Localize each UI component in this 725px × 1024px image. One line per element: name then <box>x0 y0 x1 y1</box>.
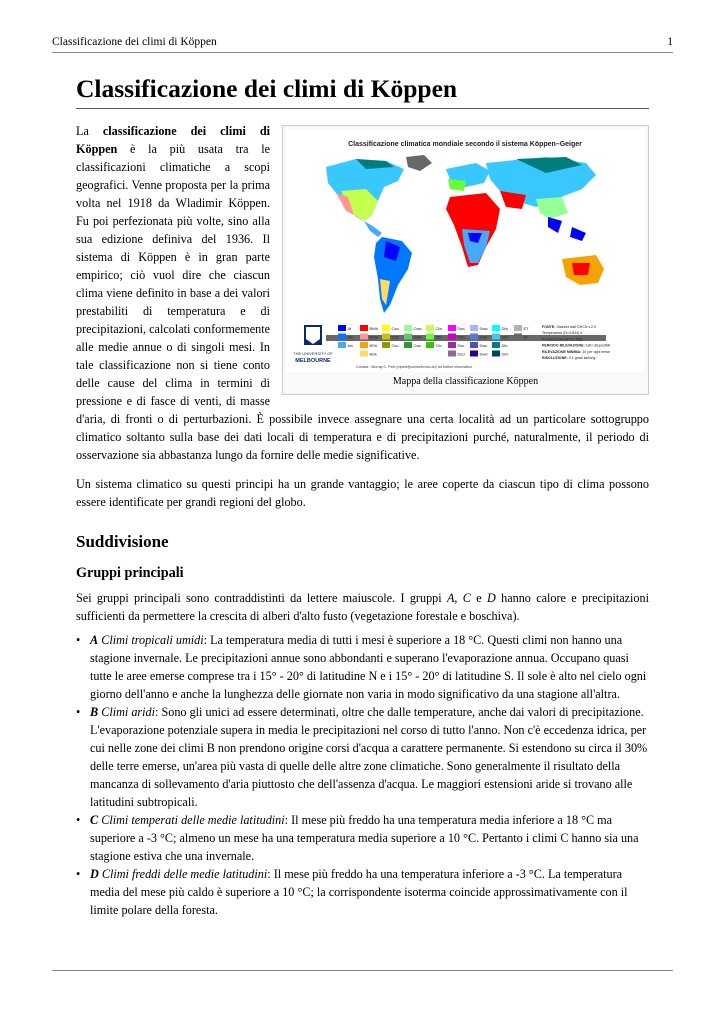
legend-swatch-dsb <box>448 334 456 340</box>
legend-label-cwa: Cwa <box>413 326 422 331</box>
groups-intro-sep2: e <box>470 591 487 605</box>
legend-swatch-dsc <box>448 342 456 348</box>
legend-label-dfc: Dfc <box>501 343 508 348</box>
group-letter: A <box>90 633 99 647</box>
map-title: Classificazione climatica mondiale secondo il sistema Köppen–Geiger <box>348 141 582 148</box>
logo-text-line2: MELBOURNE <box>295 358 331 364</box>
groups-list <box>76 631 649 919</box>
subsection-heading: Gruppi principali <box>76 565 184 581</box>
legend-label-am: Am <box>347 334 354 340</box>
world-map <box>326 155 606 341</box>
group-description: : La temperatura media di tutti i mesi è superiore a 18 °C. Questi climi non hanno una stagione invernale. Le precipitazioni annue sono abbondanti e superano l'evaporazione annua. Occupano quasi tutte le aree emerse comprese tra i 15° - 20° di latitudine N e i 15° - 20° di latitudine S. Il sole è alto nel cielo ogni giorno dell'anno e anche la lunghezza delle giornate non varia in modo significativo da una stagione all'altra. <box>90 633 647 701</box>
running-header <box>52 36 673 52</box>
koppen-map-graphic <box>286 129 645 372</box>
intro-text: è la più usata tra le classificazioni climatiche a scopi geografici. Venne proposta per la prima volta nel 1918 da Wladimir Köppen. Fu poi perfezionata più volte, sino alla sua edizione definiva del 1936. Il sistema di Köppen è in gran parte empirico; ciò vuol dire che ciascun clima viene definito in base a dei valori prestabiliti di temperatura e di precipitazioni, calcolati conformemente alle medie annue o di singoli mesi. In tale classificazione non si tiene conto delle cause del clima in termini di pressione e di fasce di venti, di masse d'aria, di fronti o di perturbazioni. È possibile invece assegnare una certa località ad un particolare sottogruppo climatico soltanto sulla base dei dati locali di temperatura e di precipitazioni purché, naturalmente, il periodo di osservazione sia abbastanza lungo da fornire delle medie significative. <box>76 142 649 462</box>
legend-swatch-dsd <box>448 351 456 357</box>
section-heading: Suddivisione <box>76 532 169 551</box>
legend-swatch-cfc <box>426 342 434 348</box>
legend-swatch-csb <box>382 334 390 340</box>
legend-label-cwc: Cwc <box>413 343 422 348</box>
legend-label-cwb: Cwb <box>413 334 422 340</box>
legend-label-dwa: Dwa <box>479 326 488 331</box>
group-letter: D <box>90 867 99 881</box>
list-item <box>76 631 649 703</box>
bullet-icon: • <box>76 633 81 647</box>
legend-label-bsk: BSk <box>369 351 377 357</box>
legend-label-dsc: Dsc <box>457 343 465 348</box>
legend-swatch-cfb <box>426 334 434 340</box>
legend-swatch-dfa <box>492 325 500 331</box>
legend-label-dsa: Dsa <box>457 326 465 331</box>
legend-label-bwk: BWk <box>369 334 378 340</box>
footer-rule <box>52 970 673 971</box>
groups-intro-pre: Sei gruppi principali sono contraddistinti da lettere maiuscole. I gruppi <box>76 591 447 605</box>
groups-intro-sep1: , <box>454 591 463 605</box>
legend-label-csc: Csc <box>391 343 399 348</box>
legend-swatch-dwd <box>470 351 478 357</box>
legend-label-dsd: Dsd <box>457 351 465 357</box>
group-letter-d: D <box>486 591 496 605</box>
map-note: FONTE: Stazioni dati GHCN v.2.0 <box>542 325 597 329</box>
legend-label-ef: EF <box>523 334 529 340</box>
group-description: : Il mese più freddo ha una temperatura inferiore a -3 °C. La temperatura media del mese più caldo è superiore a 10 °C; la corrispondente isoterma coincide approssimativamente con il limite polare della foresta. <box>90 867 628 917</box>
legend-label-et: ET <box>523 326 529 331</box>
title-rule <box>76 108 649 109</box>
page-title: Classificazione dei climi di Köppen <box>76 74 458 103</box>
legend-label-csb: Csb <box>391 334 399 340</box>
university-logo <box>293 325 333 364</box>
legend-label-aw: Aw <box>347 343 353 348</box>
legend-label-bwh: BWh <box>369 326 379 331</box>
legend-label-dwc: Dwc <box>479 343 488 348</box>
legend-label-dfd: Dfd <box>501 351 508 357</box>
legend-label-dwb: Dwb <box>479 334 488 340</box>
group-letter: B <box>90 705 99 719</box>
page-number: 1 <box>667 36 673 48</box>
map-note: Precipitazioni (N=12,396) <box>542 337 583 342</box>
legend-swatch-bwh <box>360 325 368 331</box>
map-note: RILEVAZIONE MINIMA: 30 per ogni mese <box>542 349 611 354</box>
legend-label-dfa: Dfa <box>501 326 508 331</box>
map-note: PERIODO RILEVAZIONE: tutti i disponibili <box>542 343 611 348</box>
legend-swatch-dfc <box>492 342 500 348</box>
legend-swatch-csa <box>382 325 390 331</box>
legend-swatch-cfa <box>426 325 434 331</box>
legend-swatch-dwa <box>470 325 478 331</box>
legend-label-cfb: Cfb <box>435 334 442 340</box>
paragraph-2: Un sistema climatico su questi principi ha un grande vantaggio; le aree coperte da ciascun tipo di clima possono essere identificate per grandi regioni del globo. <box>76 477 649 509</box>
legend-label-dwd: Dwd <box>479 351 488 357</box>
bullet-icon: • <box>76 813 81 827</box>
legend-swatch-bsk <box>360 351 368 357</box>
legend-label-cfa: Cfa <box>435 326 442 331</box>
list-item <box>76 703 649 811</box>
legend-label-cfc: Cfc <box>435 343 442 348</box>
legend-label-dfb: Dfb <box>501 334 508 340</box>
legend-swatch-dfb <box>492 334 500 340</box>
legend-swatch-cwb <box>404 334 412 340</box>
map-figure <box>282 125 649 395</box>
legend-swatch-bsh <box>360 342 368 348</box>
group-description: : Sono gli unici ad essere determinati, oltre che dalle temperature, anche dai valori di precipitazione. L'evaporazione potenziale supera in media le precipitazioni nel corso di tutto l'anno. Non c'è eccedenza idrica, per cui nelle zone dei climi B non prendono origine corsi d'acqua a carattere permanente. Si estendono su circa il 30% delle terre emerse, un'area più vasta di quelle delle altre zone climatiche. Sono generalmente il risultato della mancanza di sollevamento d'aria piuttosto che dell'assenza d'acqua. Le maggiori estensioni aride si trovano alle latitudini subtropicali. <box>90 705 648 809</box>
header-rule <box>52 52 673 53</box>
legend-swatch-cwa <box>404 325 412 331</box>
bullet-icon: • <box>76 705 81 719</box>
legend-swatch-bwk <box>360 334 368 340</box>
running-title: Classificazione dei climi di Köppen <box>52 36 217 48</box>
legend-label-af: Af <box>347 326 352 331</box>
figure-caption: Mappa della classificazione Köppen <box>392 376 539 387</box>
group-name: Climi freddi delle medie latitudini <box>101 867 268 881</box>
intro-lead: La <box>76 124 103 138</box>
group-name: Climi temperati delle medie latitudini <box>101 813 285 827</box>
article-body <box>76 122 649 919</box>
list-item <box>76 865 649 919</box>
legend-swatch-dwb <box>470 334 478 340</box>
list-item <box>76 811 649 865</box>
legend-swatch-dfd <box>492 351 500 357</box>
group-letter-a: A <box>446 591 455 605</box>
intro-term: classificazione dei climi di Köppen <box>76 124 270 156</box>
legend-label-dsb: Dsb <box>457 334 465 340</box>
group-name: Climi tropicali umidi <box>101 633 204 647</box>
legend-label-csa: Csa <box>391 326 399 331</box>
legend-swatch-et <box>514 325 522 331</box>
legend-swatch-ef <box>514 334 522 340</box>
legend-swatch-am <box>338 334 346 340</box>
group-name: Climi aridi <box>101 705 156 719</box>
legend-swatch-aw <box>338 342 346 348</box>
map-note: RISOLUZIONE: 0.1 gradi lat/long <box>542 356 596 360</box>
logo-text-line1: THE UNIVERSITY OF <box>293 351 333 356</box>
groups-intro <box>76 589 649 625</box>
legend-swatch-dsa <box>448 325 456 331</box>
groups-intro-post: hanno calore e precipitazioni sufficienti da permettere la crescita di alberi d'alto fusto (vegetazione forestale e boschiva). <box>76 591 650 623</box>
legend-swatch-cwc <box>404 342 412 348</box>
koppen-map-image[interactable] <box>286 129 645 372</box>
legend-swatch-dwc <box>470 342 478 348</box>
group-letter-c: C <box>462 591 471 605</box>
legend-swatch-csc <box>382 342 390 348</box>
bullet-icon: • <box>76 867 81 881</box>
map-contact: Contact : Murray C. Peel (mpeel@unimelb.edu.au) for further information <box>356 365 473 369</box>
map-notes <box>542 325 610 360</box>
legend-label-bsh: BSh <box>369 343 378 348</box>
group-letter: C <box>90 813 99 827</box>
legend-swatch-af <box>338 325 346 331</box>
group-description: : Il mese più freddo ha una temperatura media inferiore a 18 °C ma superiore a -3 °C; almeno un mese ha una temperatura media superiore a 10 °C. Pertanto i climi C hanno sia una stagione estiva che una invernale. <box>90 813 639 863</box>
map-note: Temperatura (N=4,844) e <box>542 331 583 336</box>
